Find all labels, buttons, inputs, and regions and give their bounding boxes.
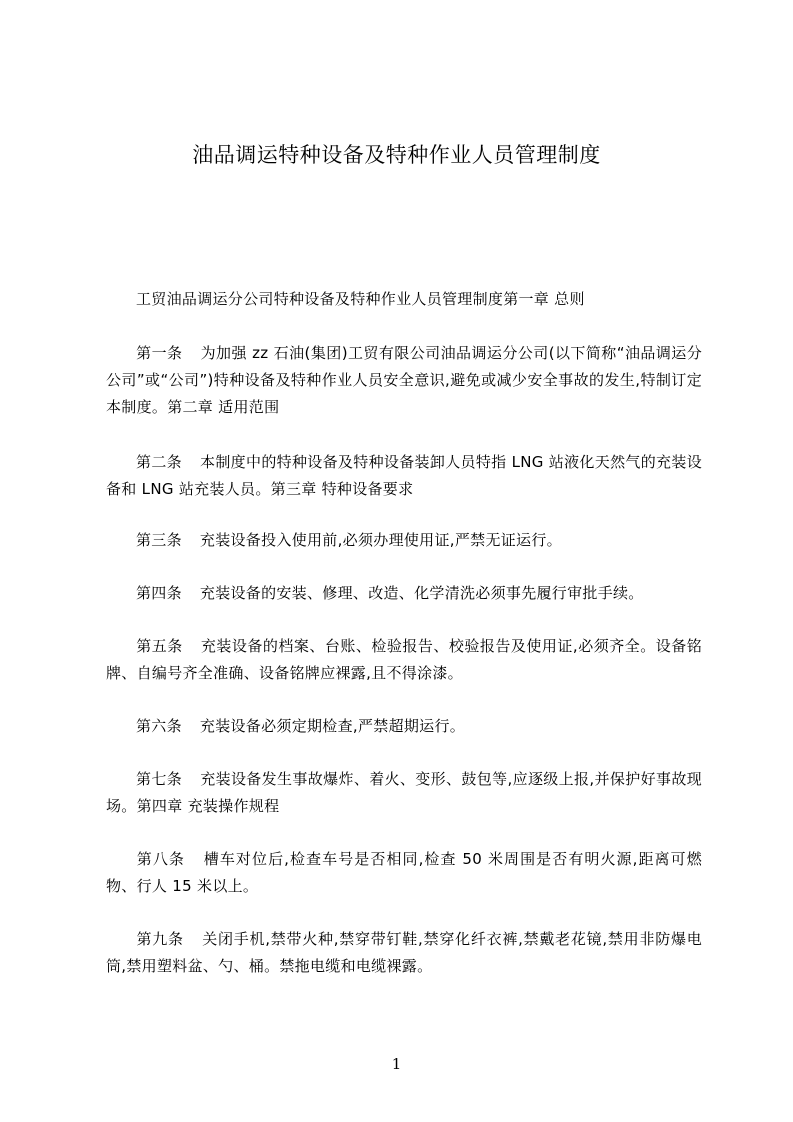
article-5-paragraph (106, 633, 702, 687)
paragraph-text: 充装设备必须定期检查,严禁超期运行。 (199, 717, 466, 735)
article-label: 第六条 (136, 717, 182, 735)
paragraph-text: 工贸油品调运分公司特种设备及特种作业人员管理制度第一章 总则 (136, 290, 585, 308)
article-label: 第二条 (136, 453, 182, 471)
article-2-paragraph (106, 449, 702, 503)
article-label: 第一条 (136, 344, 183, 362)
document-title: 油品调运特种设备及特种作业人员管理制度 (192, 143, 601, 167)
page-number: 1 (391, 1055, 402, 1073)
article-8-paragraph (106, 846, 702, 900)
paragraph-text: 充装设备发生事故爆炸、着火、变形、鼓包等,应逐级上报,并保护好事故现场。第四章 充装操作规程 (106, 770, 702, 815)
article-3-paragraph (106, 527, 702, 554)
article-label: 第八条 (136, 850, 185, 868)
paragraph-text: 关闭手机,禁带火种,禁穿带钉鞋,禁穿化纤衣裤,禁戴老花镜,禁用非防爆电筒,禁用塑料盆、勺、桶。禁拖电缆和电缆裸露。 (106, 930, 703, 975)
chapter-heading-paragraph (106, 286, 702, 313)
article-label: 第七条 (136, 770, 183, 788)
article-4-paragraph (106, 580, 702, 607)
article-7-paragraph (106, 766, 702, 820)
article-9-paragraph (106, 926, 702, 980)
article-1-paragraph (106, 340, 702, 421)
article-label: 第四条 (136, 584, 182, 602)
paragraph-text: 充装设备的安装、修理、改造、化学清洗必须事先履行审批手续。 (199, 584, 644, 602)
article-label: 第五条 (136, 637, 183, 655)
paragraph-text: 为加强 zz 石油(集团)工贸有限公司油品调运分公司(以下简称“油品调运分公司”或“公司”)特种设备及特种作业人员安全意识,避免或减少安全事故的发生,特制订定本制度。第二章 适用范围 (106, 344, 702, 416)
paragraph-text: 充装设备的档案、台账、检验报告、校验报告及使用证,必须齐全。设备铭牌、自编号齐全准确、设备铭牌应裸露,且不得涂漆。 (106, 637, 702, 682)
paragraph-text: 充装设备投入使用前,必须办理使用证,严禁无证运行。 (199, 531, 562, 549)
article-label: 第九条 (136, 930, 184, 948)
paragraph-text: 槽车对位后,检查车号是否相同,检查 50 米周围是否有明火源,距离可燃物、行人 15 米以上。 (106, 850, 702, 895)
article-6-paragraph (106, 713, 702, 740)
paragraph-text: 本制度中的特种设备及特种设备装卸人员特指 LNG 站液化天然气的充装设备和 LNG 站充装人员。第三章 特种设备要求 (106, 453, 702, 498)
article-label: 第三条 (136, 531, 182, 549)
